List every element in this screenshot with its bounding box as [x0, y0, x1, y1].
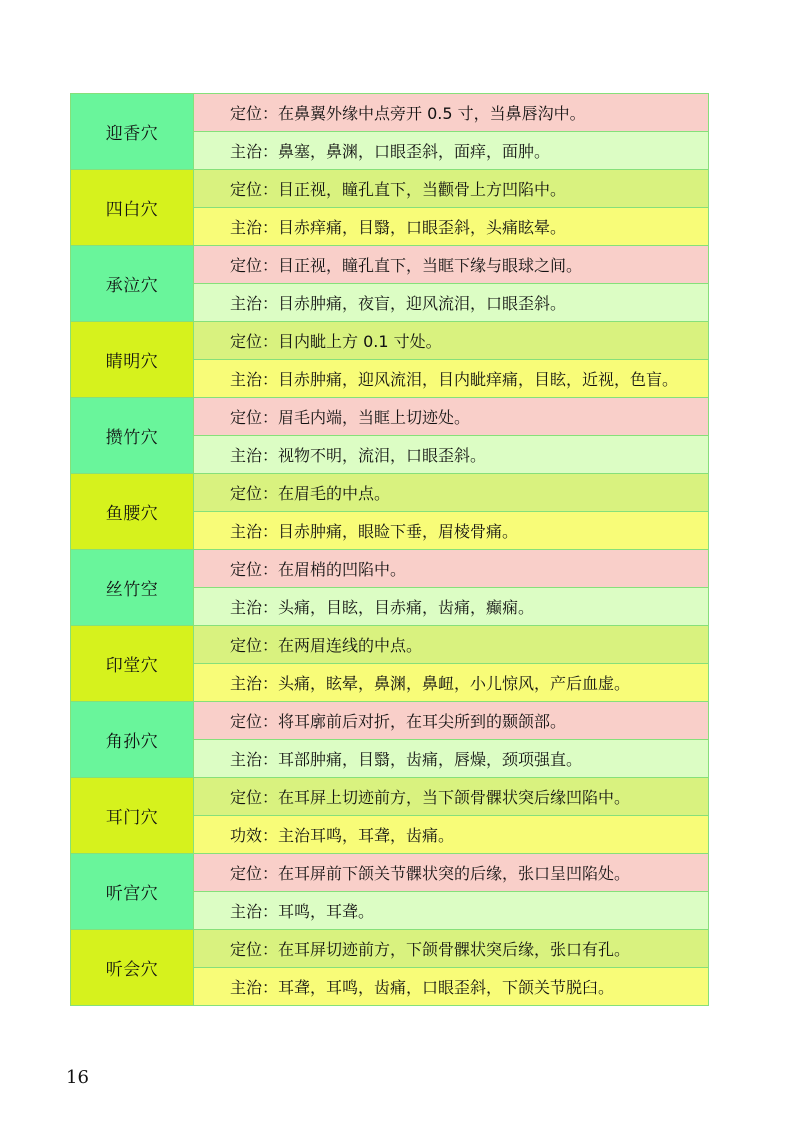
point-name-cell: 听宫穴	[71, 854, 194, 930]
location-cell: 定位：目正视，瞳孔直下，当眶下缘与眼球之间。	[194, 246, 709, 284]
point-name-cell: 听会穴	[71, 930, 194, 1006]
location-cell: 定位：在两眉连线的中点。	[194, 626, 709, 664]
point-name-cell: 耳门穴	[71, 778, 194, 854]
location-cell: 定位：在眉梢的凹陷中。	[194, 550, 709, 588]
location-cell: 定位：眉毛内端，当眶上切迹处。	[194, 398, 709, 436]
point-name-cell: 攒竹穴	[71, 398, 194, 474]
table-row	[71, 94, 709, 132]
table-row	[71, 322, 709, 360]
location-cell: 定位：在耳屏前下颌关节髁状突的后缘，张口呈凹陷处。	[194, 854, 709, 892]
table-row	[71, 474, 709, 512]
indication-cell: 主治：耳部肿痛，目翳，齿痛，唇燥，颈项强直。	[194, 740, 709, 778]
location-cell: 定位：在耳屏上切迹前方，当下颌骨髁状突后缘凹陷中。	[194, 778, 709, 816]
location-cell: 定位：在耳屏切迹前方，下颌骨髁状突后缘，张口有孔。	[194, 930, 709, 968]
indication-cell: 主治：目赤痒痛，目翳，口眼歪斜，头痛眩晕。	[194, 208, 709, 246]
point-name-cell: 角孙穴	[71, 702, 194, 778]
table-row	[71, 702, 709, 740]
indication-cell: 主治：耳鸣，耳聋。	[194, 892, 709, 930]
table-row	[71, 930, 709, 968]
point-name-cell: 印堂穴	[71, 626, 194, 702]
indication-cell: 主治：鼻塞，鼻渊，口眼歪斜，面痒，面肿。	[194, 132, 709, 170]
table-row	[71, 626, 709, 664]
indication-cell: 主治：目赤肿痛，眼睑下垂，眉棱骨痛。	[194, 512, 709, 550]
table-row	[71, 170, 709, 208]
location-cell: 定位：将耳廓前后对折，在耳尖所到的颞颌部。	[194, 702, 709, 740]
page-number: 16	[66, 1067, 89, 1088]
location-cell: 定位：目正视，瞳孔直下，当颧骨上方凹陷中。	[194, 170, 709, 208]
acupoint-table	[70, 93, 709, 1006]
point-name-cell: 迎香穴	[71, 94, 194, 170]
indication-cell: 主治：目赤肿痛，夜盲，迎风流泪，口眼歪斜。	[194, 284, 709, 322]
point-name-cell: 鱼腰穴	[71, 474, 194, 550]
indication-cell: 主治：头痛，目眩，目赤痛，齿痛，癫痫。	[194, 588, 709, 626]
table-row	[71, 550, 709, 588]
point-name-cell: 丝竹空	[71, 550, 194, 626]
location-cell: 定位：在眉毛的中点。	[194, 474, 709, 512]
point-name-cell: 承泣穴	[71, 246, 194, 322]
point-name-cell: 睛明穴	[71, 322, 194, 398]
acupoint-table-body	[71, 94, 709, 1006]
table-row	[71, 398, 709, 436]
point-name-cell: 四白穴	[71, 170, 194, 246]
location-cell: 定位：在鼻翼外缘中点旁开 0.5 寸，当鼻唇沟中。	[194, 94, 709, 132]
table-row	[71, 854, 709, 892]
indication-cell: 主治：头痛，眩晕，鼻渊，鼻衄，小儿惊风，产后血虚。	[194, 664, 709, 702]
indication-cell: 主治：目赤肿痛，迎风流泪，目内眦痒痛，目眩，近视，色盲。	[194, 360, 709, 398]
table-row	[71, 778, 709, 816]
indication-cell: 主治：耳聋，耳鸣，齿痛，口眼歪斜，下颌关节脱臼。	[194, 968, 709, 1006]
indication-cell: 主治：视物不明，流泪，口眼歪斜。	[194, 436, 709, 474]
indication-cell: 功效：主治耳鸣，耳聋，齿痛。	[194, 816, 709, 854]
location-cell: 定位：目内眦上方 0.1 寸处。	[194, 322, 709, 360]
table-row	[71, 246, 709, 284]
